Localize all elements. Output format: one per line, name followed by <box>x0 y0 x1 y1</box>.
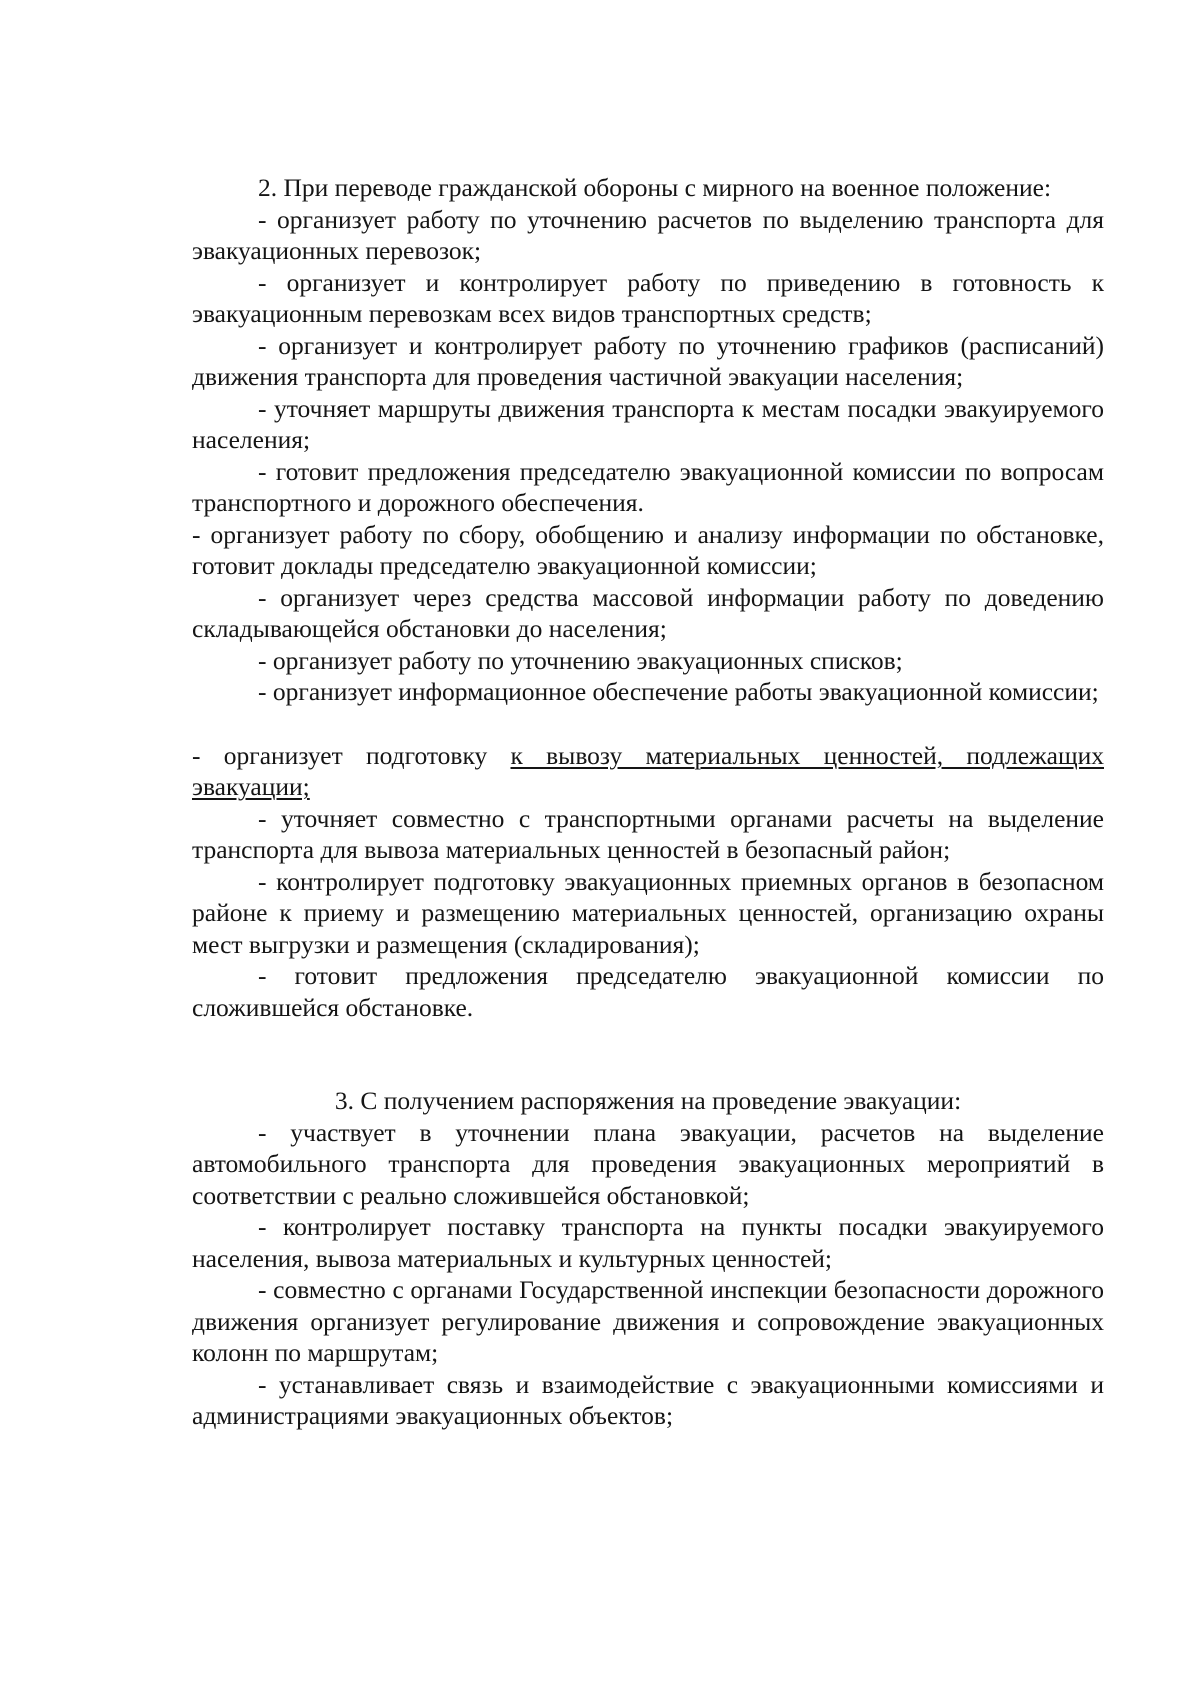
section-2-item-13: - готовит предложения председателю эвакуационной комиссии по сложившейся обстановке. <box>192 961 1104 1022</box>
section-2-item-9: - организует информационное обеспечение работы эвакуационной комиссии; <box>258 677 1099 706</box>
section-2-item-12: - контролирует подготовку эвакуационных приемных органов в безопасном районе к приему и размещению материальных ценностей, организацию охраны мест выгрузки и размещения (складирования); <box>192 866 1104 959</box>
section-3-item-3: - совместно с органами Государственной инспекции безопасности дорожного движения организует регулирование движения и сопровождение эвакуационных колонн по маршрутам; <box>192 1275 1104 1367</box>
section-2-item-8: - организует работу по уточнению эвакуационных списков; <box>258 645 903 675</box>
section-3-item-1: - участвует в уточнении плана эвакуации, расчетов на выделение автомобильного транспорта для проведения эвакуационных мероприятий в соответствии с реально сложившейся обстановкой; <box>192 1117 1104 1210</box>
section-2-item-5: - готовит предложения председателю эвакуационной комиссии по вопросам транспортного и дорожного обеспечения. <box>192 456 1104 517</box>
section-2-heading: 2. При переводе гражданской обороны с мирного на военное положение: <box>258 173 1052 202</box>
section-2-item-3: - организует и контролирует работу по уточнению графиков (расписаний) движения транспорта для проведения частичной эвакуации населения; <box>192 330 1104 391</box>
material-item-underlined: к вывозу материальных ценностей, подлежащих эвакуации; <box>192 740 1104 801</box>
section-2-item-6: - организует работу по сбору, обобщению и анализу информации по обстановке, готовит доклады председателю эвакуационной комиссии; <box>192 519 1104 580</box>
section-2-item-1: - организует работу по уточнению расчетов по выделению транспорта для эвакуационных перевозок; <box>192 204 1104 265</box>
section-2-item-material <box>192 740 1104 803</box>
section-2-item-11: - уточняет совместно с транспортными органами расчеты на выделение транспорта для вывоза материальных ценностей в безопасный район; <box>192 803 1104 864</box>
document-body <box>192 172 1104 1432</box>
blank-line <box>192 708 1104 740</box>
section-2-item-7: - организует через средства массовой информации работу по доведению складывающейся обстановки до населения; <box>192 582 1104 643</box>
section-2-item-4: - уточняет маршруты движения транспорта к местам посадки эвакуируемого населения; <box>192 393 1104 454</box>
section-3-item-4: - устанавливает связь и взаимодействие с эвакуационными комиссиями и администрациями эвакуационных объектов; <box>192 1369 1104 1430</box>
section-3-heading: 3. С получением распоряжения на проведение эвакуации: <box>334 1086 962 1115</box>
blank-line <box>192 1023 1104 1055</box>
material-item-prefix: - организует подготовку <box>192 740 511 770</box>
blank-line <box>192 1055 1104 1085</box>
section-2-item-2: - организует и контролирует работу по приведению в готовность к эвакуационным перевозкам всех видов транспортных средств; <box>192 267 1104 328</box>
section-3-item-2: - контролирует поставку транспорта на пункты посадки эвакуируемого населения, вывоза материальных и культурных ценностей; <box>192 1212 1104 1273</box>
